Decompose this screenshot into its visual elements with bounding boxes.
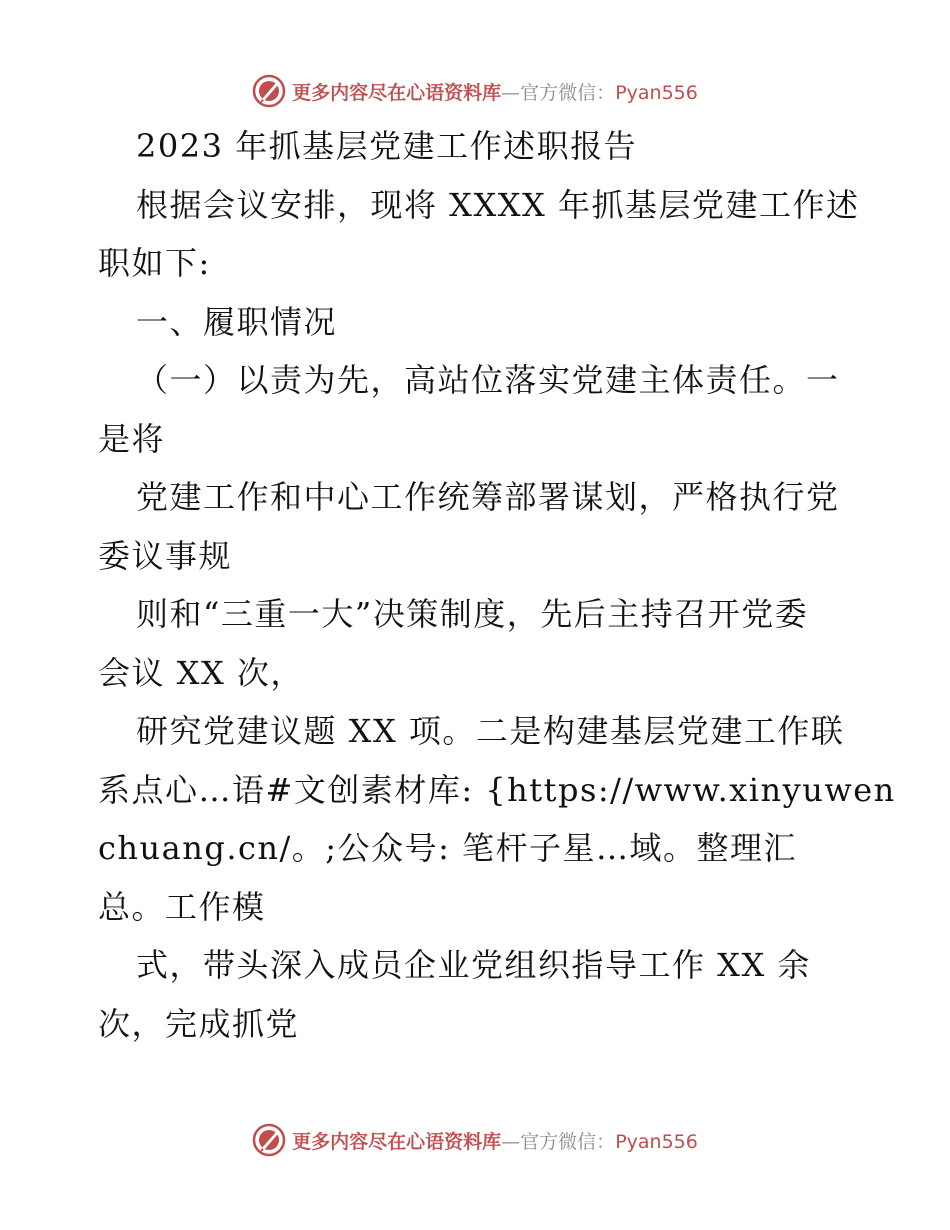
- pen-logo-icon: [252, 74, 286, 108]
- paragraph-line: 根据会议安排，现将 XXXX 年抓基层党建工作述: [136, 185, 860, 224]
- paragraph-line: 式，带头深入成员企业党组织指导工作 XX 余: [136, 946, 811, 984]
- paragraph-line: 委议事规: [98, 536, 233, 575]
- header-separator: —: [501, 81, 521, 104]
- footer-brand: 更多内容尽在心语资料库: [292, 1130, 502, 1153]
- header-wechat-id: Pyan556: [615, 81, 698, 104]
- footer-banner: [0, 1120, 950, 1160]
- document-body: [98, 117, 896, 1053]
- paragraph-line: 职如下:: [98, 244, 211, 282]
- paragraph-line: 次，完成抓党: [98, 1004, 300, 1043]
- header-banner: [0, 71, 950, 111]
- footer-separator: —: [501, 1130, 521, 1153]
- paragraph-line: 系点心…语#文创素材库: {https://www.xinyuwen: [98, 770, 896, 809]
- footer-banner-text: [292, 1127, 698, 1154]
- paragraph-line: 研究党建议题 XX 项。二是构建基层党建工作联: [136, 712, 845, 750]
- document-title: 2023 年抓基层党建工作述职报告: [136, 127, 638, 165]
- footer-wechat-label: 官方微信：: [520, 1130, 616, 1153]
- header-banner-text: [292, 78, 698, 105]
- header-brand: 更多内容尽在心语资料库: [292, 81, 502, 104]
- paragraph-line: （一）以责为先，高站位落实党建主体责任。一: [136, 361, 840, 399]
- section-heading: 一、履职情况: [136, 302, 338, 341]
- header-wechat-label: 官方微信：: [520, 81, 616, 104]
- paragraph-line: 是将: [98, 419, 166, 458]
- paragraph-line: chuang.cn/。;公众号: 笔杆子星…域。整理汇: [98, 829, 798, 867]
- footer-wechat-id: Pyan556: [615, 1130, 698, 1153]
- paragraph-line: 总。工作模: [98, 887, 266, 926]
- pen-logo-icon: [252, 1123, 286, 1157]
- paragraph-line: 党建工作和中心工作统筹部署谋划，严格执行党: [136, 478, 840, 516]
- paragraph-line: 则和“三重一大”决策制度，先后主持召开党委: [136, 595, 809, 633]
- paragraph-line: 会议 XX 次，: [98, 653, 304, 692]
